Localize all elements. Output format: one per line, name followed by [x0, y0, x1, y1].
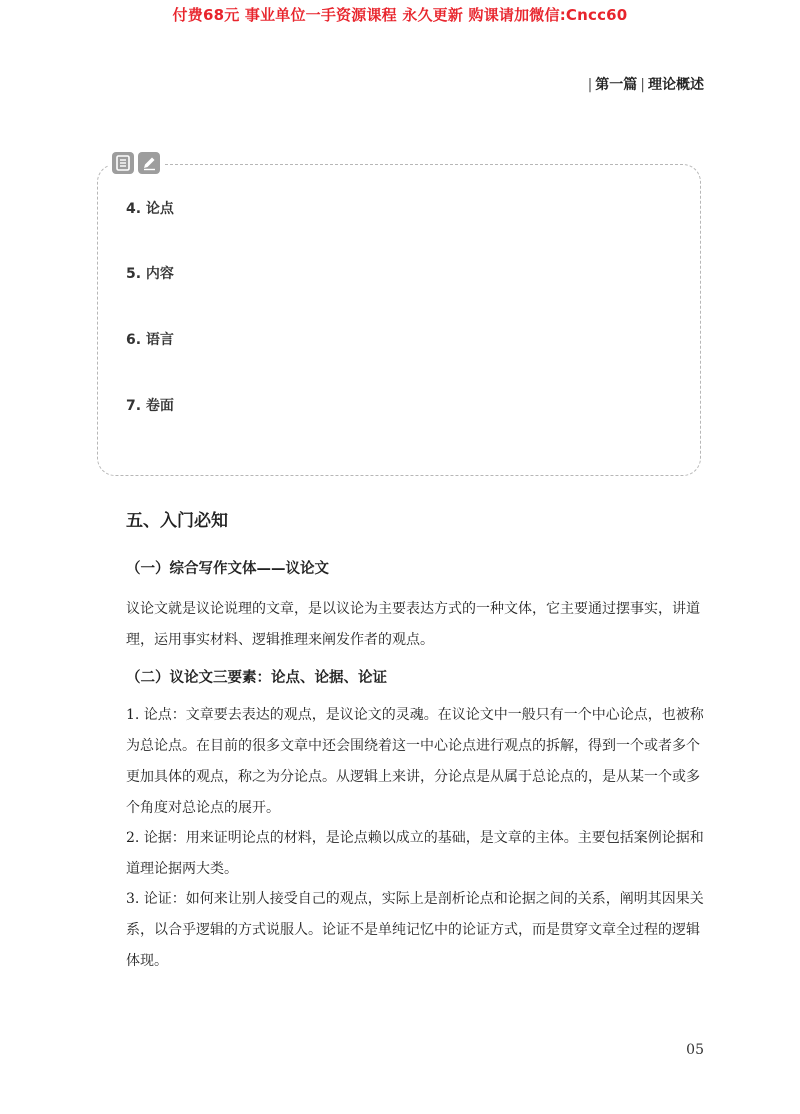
subsection-heading: （二）议论文三要素：论点、论据、论证	[126, 670, 387, 686]
paragraph: 3. 论证：如何来让别人接受自己的观点，实际上是剖析论点和论据之间的关系，阐明其因果关系，以合乎逻辑的方式说服人。论证不是单纯记忆中的论证方式，而是贯穿文章全过程的逻辑体现。	[126, 891, 704, 969]
notes-item: 6. 语言	[126, 332, 174, 348]
paragraph: 1. 论点：文章要去表达的观点，是议论文的灵魂。在议论文中一般只有一个中心论点，也被称为总论点。在目前的很多文章中还会围绕着这一中心论点进行观点的拆解，得到一个或者多个更加具体的观点，称之为分论点。从逻辑上来讲，分论点是从属于总论点的，是从某一个或多个角度对总论点的展开。	[126, 707, 704, 816]
notebook-icon	[112, 152, 134, 174]
paragraph: 议论文就是议论说理的文章，是以议论为主要表达方式的一种文体，它主要通过摆事实，讲道理，运用事实材料、逻辑推理来阐发作者的观点。	[126, 601, 700, 648]
running-head: | 第一篇 | 理论概述	[587, 77, 704, 93]
notes-item: 5. 内容	[126, 266, 174, 282]
notes-box-icons	[108, 150, 164, 176]
running-head-part: 第一篇	[595, 77, 638, 93]
paragraph: 2. 论据：用来证明论点的材料，是论点赖以成立的基础，是文章的主体。主要包括案例论据和道理论据两大类。	[126, 830, 704, 877]
pencil-icon	[138, 152, 160, 174]
notes-item: 7. 卷面	[126, 398, 174, 414]
notes-item: 4. 论点	[126, 201, 174, 217]
section-heading: 五、入门必知	[126, 511, 228, 531]
running-head-title: 理论概述	[648, 77, 704, 93]
subsection-heading: （一）综合写作文体——议论文	[126, 561, 329, 577]
notes-box	[97, 164, 701, 476]
watermark-banner: 付费68元 事业单位一手资源课程 永久更新 购课请加微信:Cncc60	[172, 6, 628, 24]
page-number: 05	[686, 1042, 704, 1058]
